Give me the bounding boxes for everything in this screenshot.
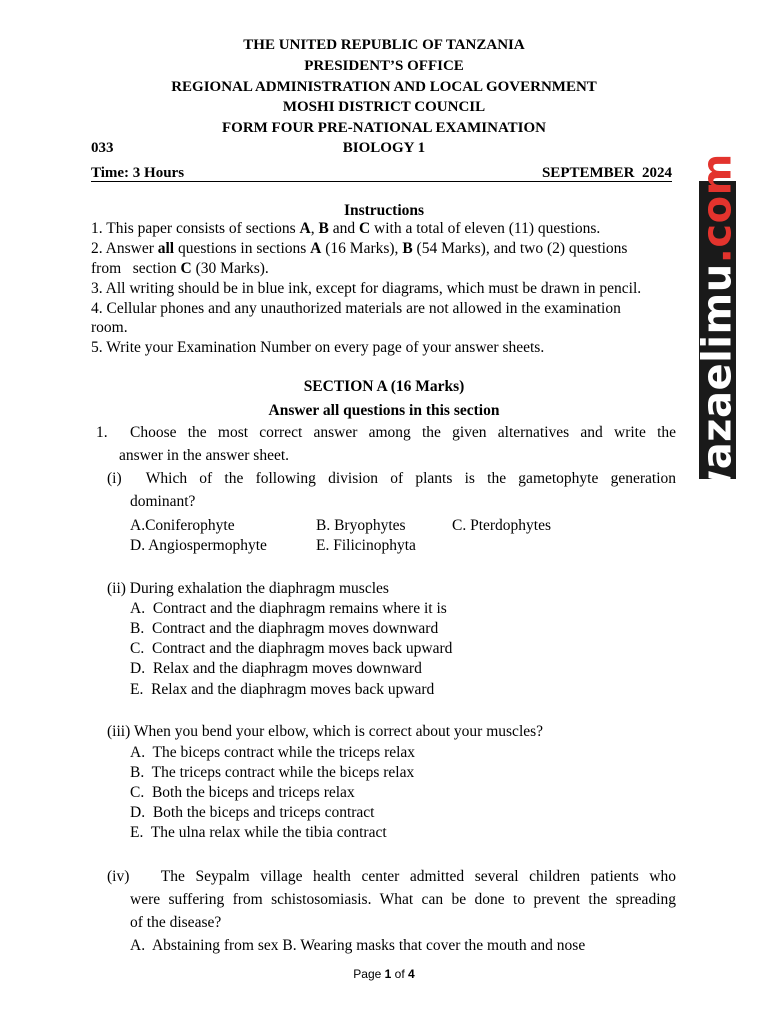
watermark-main: wazaelimu: [694, 263, 740, 507]
question-iv-options-ab: A. Abstaining from sex B. Wearing masks that cover the mouth and nose: [130, 937, 586, 954]
exam-time: Time: 3 Hours: [91, 165, 185, 181]
header-administration: REGIONAL ADMINISTRATION AND LOCAL GOVERNMENT: [171, 79, 597, 95]
question-i-option-c: C. Pterdophytes: [452, 517, 552, 534]
question-iii-option-b: B. The triceps contract while the biceps relax: [130, 764, 415, 781]
subject-title: BIOLOGY 1: [342, 140, 426, 156]
watermark-banner: [694, 153, 740, 507]
instructions-title: Instructions: [343, 202, 425, 219]
instruction-3: 3. All writing should be in blue ink, except for diagrams, which must be drawn in pencil.: [91, 280, 642, 297]
question-iii-option-d: D. Both the biceps and triceps contract: [130, 804, 375, 821]
question-iv-line-1: (iv) The Seypalm village health center admitted several children patients who: [107, 868, 676, 885]
question-i-line-1: (i) Which of the following division of plants is the gametophyte generation: [107, 470, 676, 487]
page-number: Page 1 of 4: [353, 967, 415, 981]
question-1-line-1: 1. Choose the most correct answer among the given alternatives and write the: [96, 424, 676, 441]
instruction-4-cont: room.: [91, 319, 128, 336]
question-ii-option-b: B. Contract and the diaphragm moves downward: [130, 620, 439, 637]
header-district: MOSHI DISTRICT COUNCIL: [282, 99, 486, 115]
question-ii-option-a: A. Contract and the diaphragm remains where it is: [130, 600, 447, 617]
question-i-option-e: E. Filicinophyta: [316, 537, 416, 554]
question-i-option-b: B. Bryophytes: [316, 517, 406, 534]
question-i-option-a: A.Coniferophyte: [130, 517, 235, 534]
section-a-subtitle: Answer all questions in this section: [268, 402, 500, 419]
question-1-line-2: answer in the answer sheet.: [119, 447, 290, 464]
instruction-1: 1. This paper consists of sections A, B and C with a total of eleven (11) questions.: [91, 220, 601, 237]
watermark-suffix: .com: [694, 153, 740, 264]
question-i-option-d: D. Angiospermophyte: [130, 537, 267, 554]
header-rule: [91, 181, 672, 182]
question-ii-option-e: E. Relax and the diaphragm moves back upward: [130, 681, 435, 698]
instruction-4: 4. Cellular phones and any unauthorized materials are not allowed in the examination: [91, 300, 621, 317]
question-iii-stem: (iii) When you bend your elbow, which is correct about your muscles?: [107, 723, 544, 740]
header-exam: FORM FOUR PRE-NATIONAL EXAMINATION: [221, 120, 547, 136]
instruction-5: 5. Write your Examination Number on every page of your answer sheets.: [91, 339, 545, 356]
section-a-title: SECTION A (16 Marks): [303, 378, 465, 395]
header-office: PRESIDENT’S OFFICE: [304, 58, 464, 74]
exam-date: SEPTEMBER 2024: [541, 165, 672, 181]
header-country: THE UNITED REPUBLIC OF TANZANIA: [243, 37, 525, 53]
question-iv-line-2: were suffering from schistosomiasis. What can be done to prevent the spreading: [130, 891, 676, 908]
question-iii-option-c: C. Both the biceps and triceps relax: [130, 784, 355, 801]
instruction-2-cont: from section C (30 Marks).: [91, 260, 269, 277]
question-i-line-2: dominant?: [130, 493, 196, 510]
question-iii-option-a: A. The biceps contract while the triceps relax: [130, 744, 416, 761]
question-iii-option-e: E. The ulna relax while the tibia contract: [130, 824, 387, 841]
question-ii-option-d: D. Relax and the diaphragm moves downward: [130, 660, 422, 677]
subject-code: 033: [91, 140, 114, 156]
question-ii-stem: (ii) During exhalation the diaphragm muscles: [107, 580, 389, 597]
instruction-2: 2. Answer all questions in sections A (16 Marks), B (54 Marks), and two (2) questions: [91, 240, 628, 257]
question-ii-option-c: C. Contract and the diaphragm moves back upward: [130, 640, 453, 657]
question-iv-line-3: of the disease?: [130, 914, 222, 931]
